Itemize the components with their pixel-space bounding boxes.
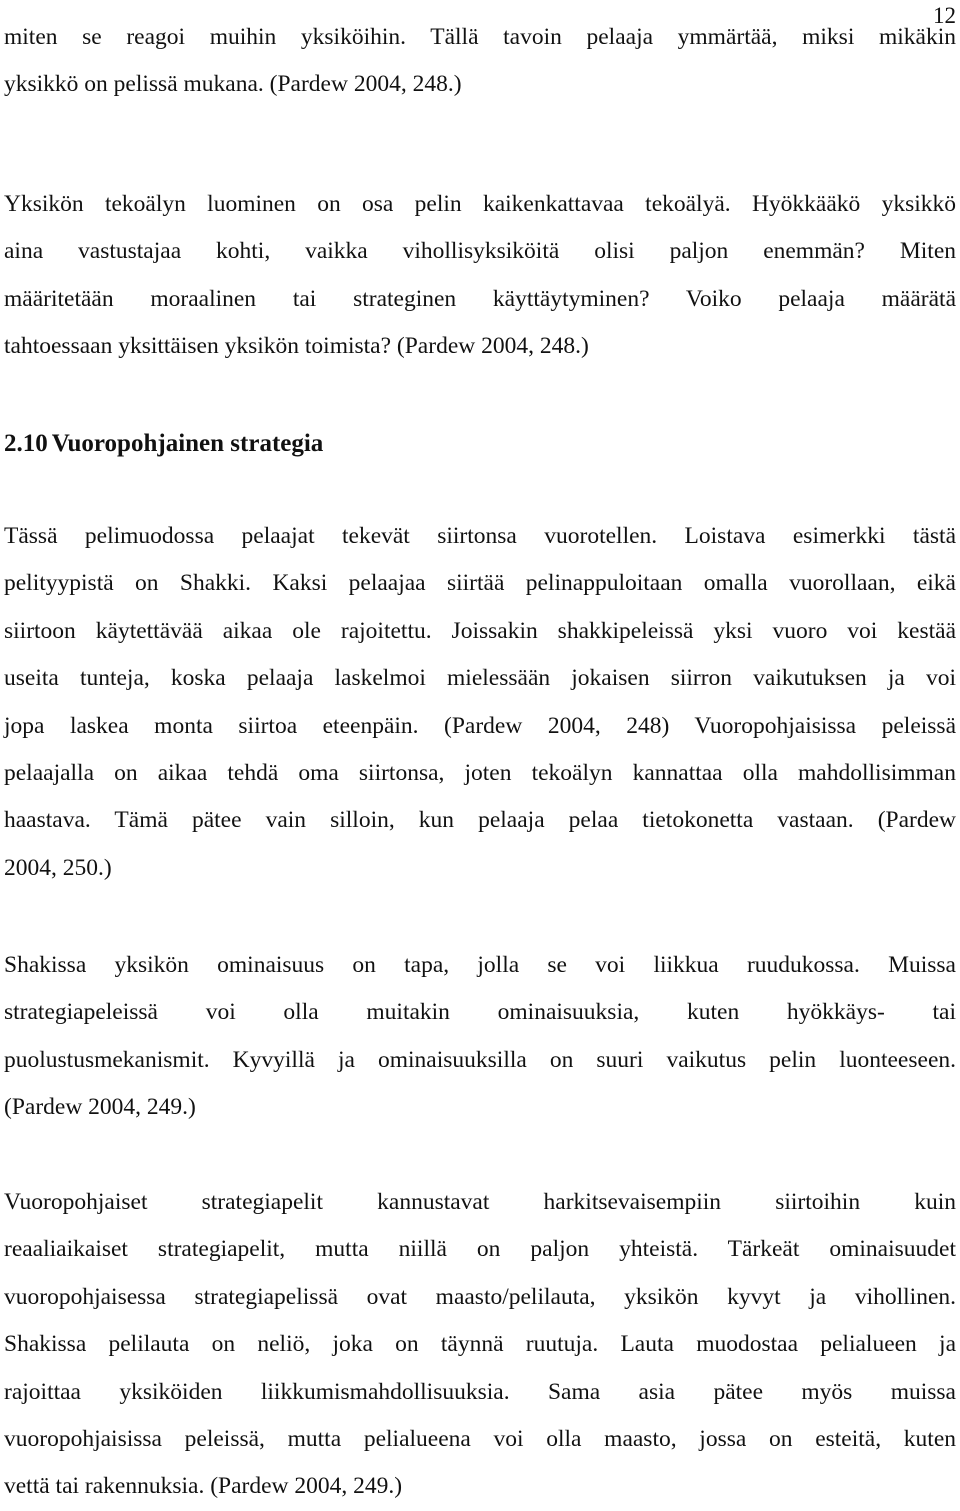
- text-line: puolustusmekanismit. Kyvyillä ja ominaisuuksilla on suuri vaikutus pelin luonteeseen.: [4, 1046, 956, 1073]
- text-line: yksikkö on pelissä mukana. (Pardew 2004, 248.): [4, 71, 462, 98]
- text-line: Vuoropohjaiset strategiapelit kannustavat harkitsevaisempiin siirtoihin kuin: [4, 1189, 956, 1215]
- text-line: vuoropohjaisessa strategiapelissä ovat maasto/pelilauta, yksikön kyvyt ja vihollinen.: [4, 1283, 956, 1310]
- text-line: miten se reagoi muihin yksiköihin. Tällä tavoin pelaaja ymmärtää, miksi mikäkin: [4, 24, 956, 50]
- section-number: 2.10: [4, 430, 48, 457]
- paragraph-4: [4, 942, 956, 1132]
- text-line: Tässä pelimuodossa pelaajat tekevät siirtonsa vuorotellen. Loistava esimerkki tästä: [4, 523, 956, 549]
- text-line: Yksikön tekoälyn luominen on osa pelin kaikenkattavaa tekoälyä. Hyökkääkö yksikkö: [4, 191, 956, 217]
- text-line: määritetään moraalinen tai strateginen käyttäytyminen? Voiko pelaaja määrätä: [4, 285, 956, 312]
- text-line: (Pardew 2004, 249.): [4, 1094, 196, 1121]
- text-line: 2004, 250.): [4, 854, 112, 881]
- text-line: pelaajalla on aikaa tehdä oma siirtonsa, joten tekoälyn kannattaa olla mahdollisimman: [4, 759, 956, 786]
- text-line: rajoittaa yksiköiden liikkumismahdollisuuksia. Sama asia pätee myös muissa: [4, 1378, 956, 1405]
- text-line: reaaliaikaiset strategiapelit, mutta niillä on paljon yhteistä. Tärkeät ominaisuudet: [4, 1236, 956, 1263]
- text-line: vettä tai rakennuksia. (Pardew 2004, 249.): [4, 1473, 403, 1500]
- page-number: 12: [933, 3, 956, 28]
- text-line: jopa laskea monta siirtoa eteenpäin. (Pardew 2004, 248) Vuoropohjaisissa peleissä: [4, 712, 956, 739]
- text-line: tahtoessaan yksittäisen yksikön toimista? (Pardew 2004, 248.): [4, 333, 589, 360]
- text-line: useita tunteja, koska pelaaja laskelmoi mielessään jokaisen siirron vaikutuksen ja voi: [4, 665, 956, 692]
- paragraph-3: [4, 513, 956, 892]
- text-line: Shakissa pelilauta on neliö, joka on täynnä ruutuja. Lauta muodostaa pelialueen ja: [4, 1331, 956, 1358]
- paragraph-2: [4, 181, 956, 371]
- text-line: strategiapeleissä voi olla muitakin ominaisuuksia, kuten hyökkäys- tai: [4, 999, 956, 1026]
- text-line: Shakissa yksikön ominaisuus on tapa, jolla se voi liikkua ruudukossa. Muissa: [4, 952, 956, 978]
- text-line: siirtoon käytettävää aikaa ole rajoitettu. Joissakin shakkipeleissä yksi vuoro voi kestää: [4, 617, 956, 644]
- text-line: haastava. Tämä pätee vain silloin, kun pelaaja pelaa tietokonetta vastaan. (Pardew: [4, 807, 956, 834]
- text-line: pelityypistä on Shakki. Kaksi pelaajaa siirtää pelinappuloitaan omalla vuorollaan, eikä: [4, 570, 956, 597]
- text-line: vuoropohjaisissa peleissä, mutta pelialueena voi olla maasto, jossa on esteitä, kuten: [4, 1425, 956, 1452]
- paragraph-1: [4, 14, 956, 109]
- text-line: aina vastustajaa kohti, vaikka vihollisyksiköitä olisi paljon enemmän? Miten: [4, 238, 956, 265]
- paragraph-5: [4, 1179, 956, 1511]
- section-title: Vuoropohjainen strategia: [51, 430, 324, 457]
- section-heading: [4, 424, 323, 464]
